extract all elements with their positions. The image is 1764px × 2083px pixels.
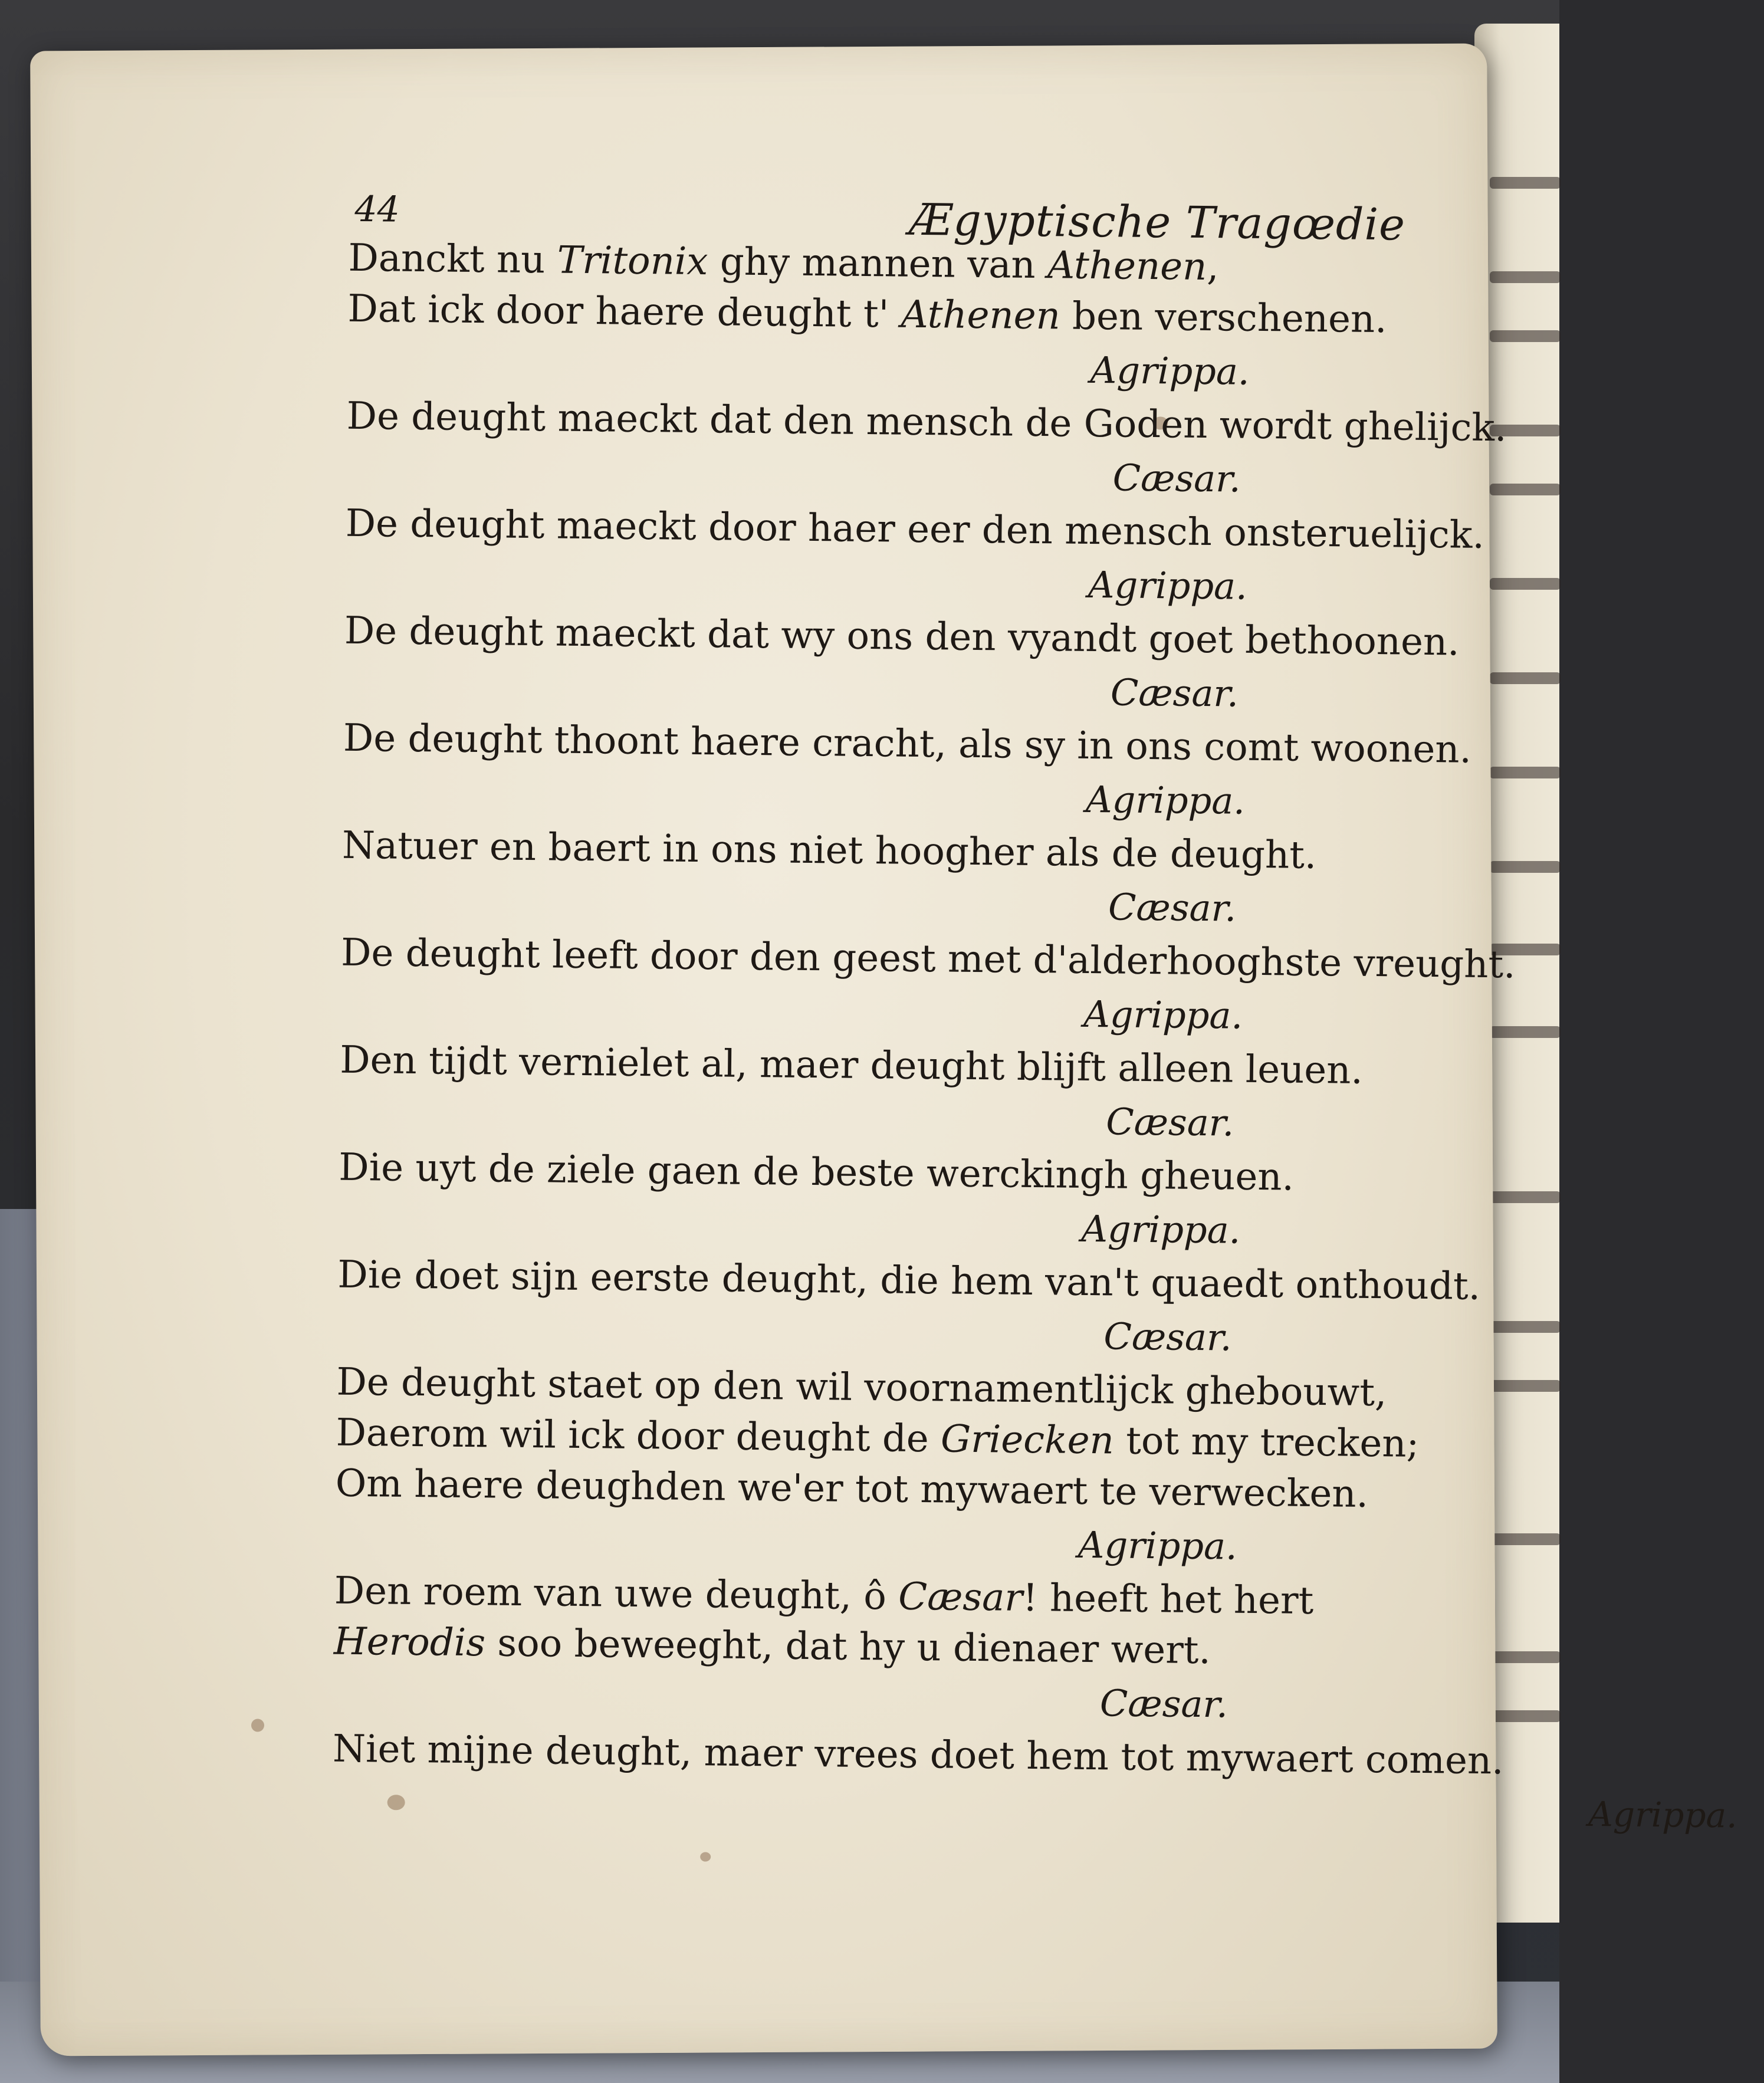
running-title: Ægyptische Tragœdie (908, 194, 1406, 251)
speaker-name: Cæsar. (1105, 1100, 1234, 1145)
speaker-name: Agrippa. (1090, 348, 1250, 393)
italic-name: Tritonix (557, 238, 708, 284)
facing-page-text-fragment (1490, 672, 1561, 684)
speaker-name: Cæsar. (1108, 885, 1237, 930)
facing-page-text-fragment (1490, 271, 1561, 283)
verse-text: De deught leeft door den geest met d'alderhooghste vreught. (340, 931, 1516, 987)
verse-text: ben verschenen. (1060, 294, 1387, 342)
verse-text: Danckt nu (348, 236, 558, 282)
facing-page-text-fragment (1490, 177, 1561, 189)
book-page (30, 44, 1737, 2056)
verse-text: Niet mijne deught, maer vrees doet hem tot mywaert comen. (332, 1727, 1504, 1783)
facing-page-text-fragment (1490, 1710, 1561, 1722)
speaker-name: Agrippa. (1081, 1207, 1241, 1252)
facing-page-text-fragment (1490, 1533, 1561, 1545)
speaker-name: Agrippa. (1088, 563, 1248, 608)
verse-text: De deught maeckt dat wy ons den vyandt goet bethoonen. (344, 609, 1460, 665)
speaker-name: Agrippa. (1083, 992, 1243, 1037)
facing-page-text-fragment (1490, 1026, 1561, 1038)
verse-text: Den roem van uwe deught, ô (334, 1569, 899, 1619)
italic-name: Griecken (940, 1417, 1115, 1463)
speaker-name: Agrippa. (1078, 1523, 1238, 1568)
page-number: 44 (354, 188, 400, 231)
facing-page-text-fragment (1490, 1651, 1561, 1663)
speaker-name: Cæsar. (1099, 1681, 1228, 1726)
italic-name: Athenen (901, 293, 1061, 339)
verse-text: Daerom wil ick door deught de (336, 1411, 941, 1461)
facing-page-text-fragment (1490, 484, 1561, 495)
verse-text: De deught thoont haere cracht, als sy in ons comt woonen. (343, 716, 1472, 772)
verse-text: Die doet sijn eerste deught, die hem van't quaedt onthoudt. (337, 1253, 1481, 1309)
facing-page-text-fragment (1490, 1191, 1561, 1203)
verse-text: Om haere deughden we'er tot mywaert te verwecken. (335, 1461, 1369, 1516)
verse-text: De deught maeckt door haer eer den mensch onsteruelijck. (345, 501, 1485, 557)
speaker-name: Cæsar. (1112, 456, 1241, 501)
foxing-spot (700, 1852, 711, 1861)
dialogue (291, 232, 1516, 1786)
italic-name: Herodis (333, 1619, 486, 1665)
verse-text: Den tijdt vernielet al, maer deught blijft alleen leuen. (339, 1038, 1364, 1093)
italic-name: Athenen (1047, 244, 1207, 289)
verse-text: ghy mannen van (708, 240, 1048, 288)
catchword: Agrippa. (1588, 1793, 1737, 1836)
facing-page-text-fragment (1490, 861, 1561, 873)
italic-name: Cæsar (898, 1575, 1023, 1620)
foxing-spot (251, 1719, 264, 1732)
page-text (291, 167, 1737, 1839)
verse-text: soo beweeght, dat hy u dienaer wert. (485, 1621, 1211, 1673)
facing-page-text-fragment (1490, 578, 1561, 590)
speaker-name: Agrippa. (1085, 777, 1246, 823)
facing-page-text-fragment (1490, 767, 1561, 778)
facing-page-text-fragment (1490, 1380, 1561, 1392)
verse-text: Dat ick door haere deught t' (347, 287, 901, 337)
verse-text: Die uyt de ziele gaen de beste werckingh gheuen. (339, 1145, 1295, 1200)
speaker-name: Cæsar. (1110, 671, 1239, 715)
verse-text: tot my trecken; (1113, 1419, 1420, 1466)
verse-text: De deught staet op den wil voornamentlijck ghebouwt, (336, 1360, 1387, 1415)
verse-text: , (1206, 245, 1219, 290)
page-header (307, 167, 1476, 251)
verse-text: De deught maeckt dat den mensch de Goden wordt ghelijck. (346, 394, 1507, 451)
facing-page-text-fragment (1490, 330, 1561, 342)
speaker-name: Cæsar. (1103, 1315, 1232, 1359)
facing-page-text-fragment (1490, 1321, 1561, 1333)
verse-text: Natuer en baert in ons niet hoogher als de deught. (341, 823, 1317, 878)
verse-text: ! heeft het hert (1022, 1576, 1314, 1624)
